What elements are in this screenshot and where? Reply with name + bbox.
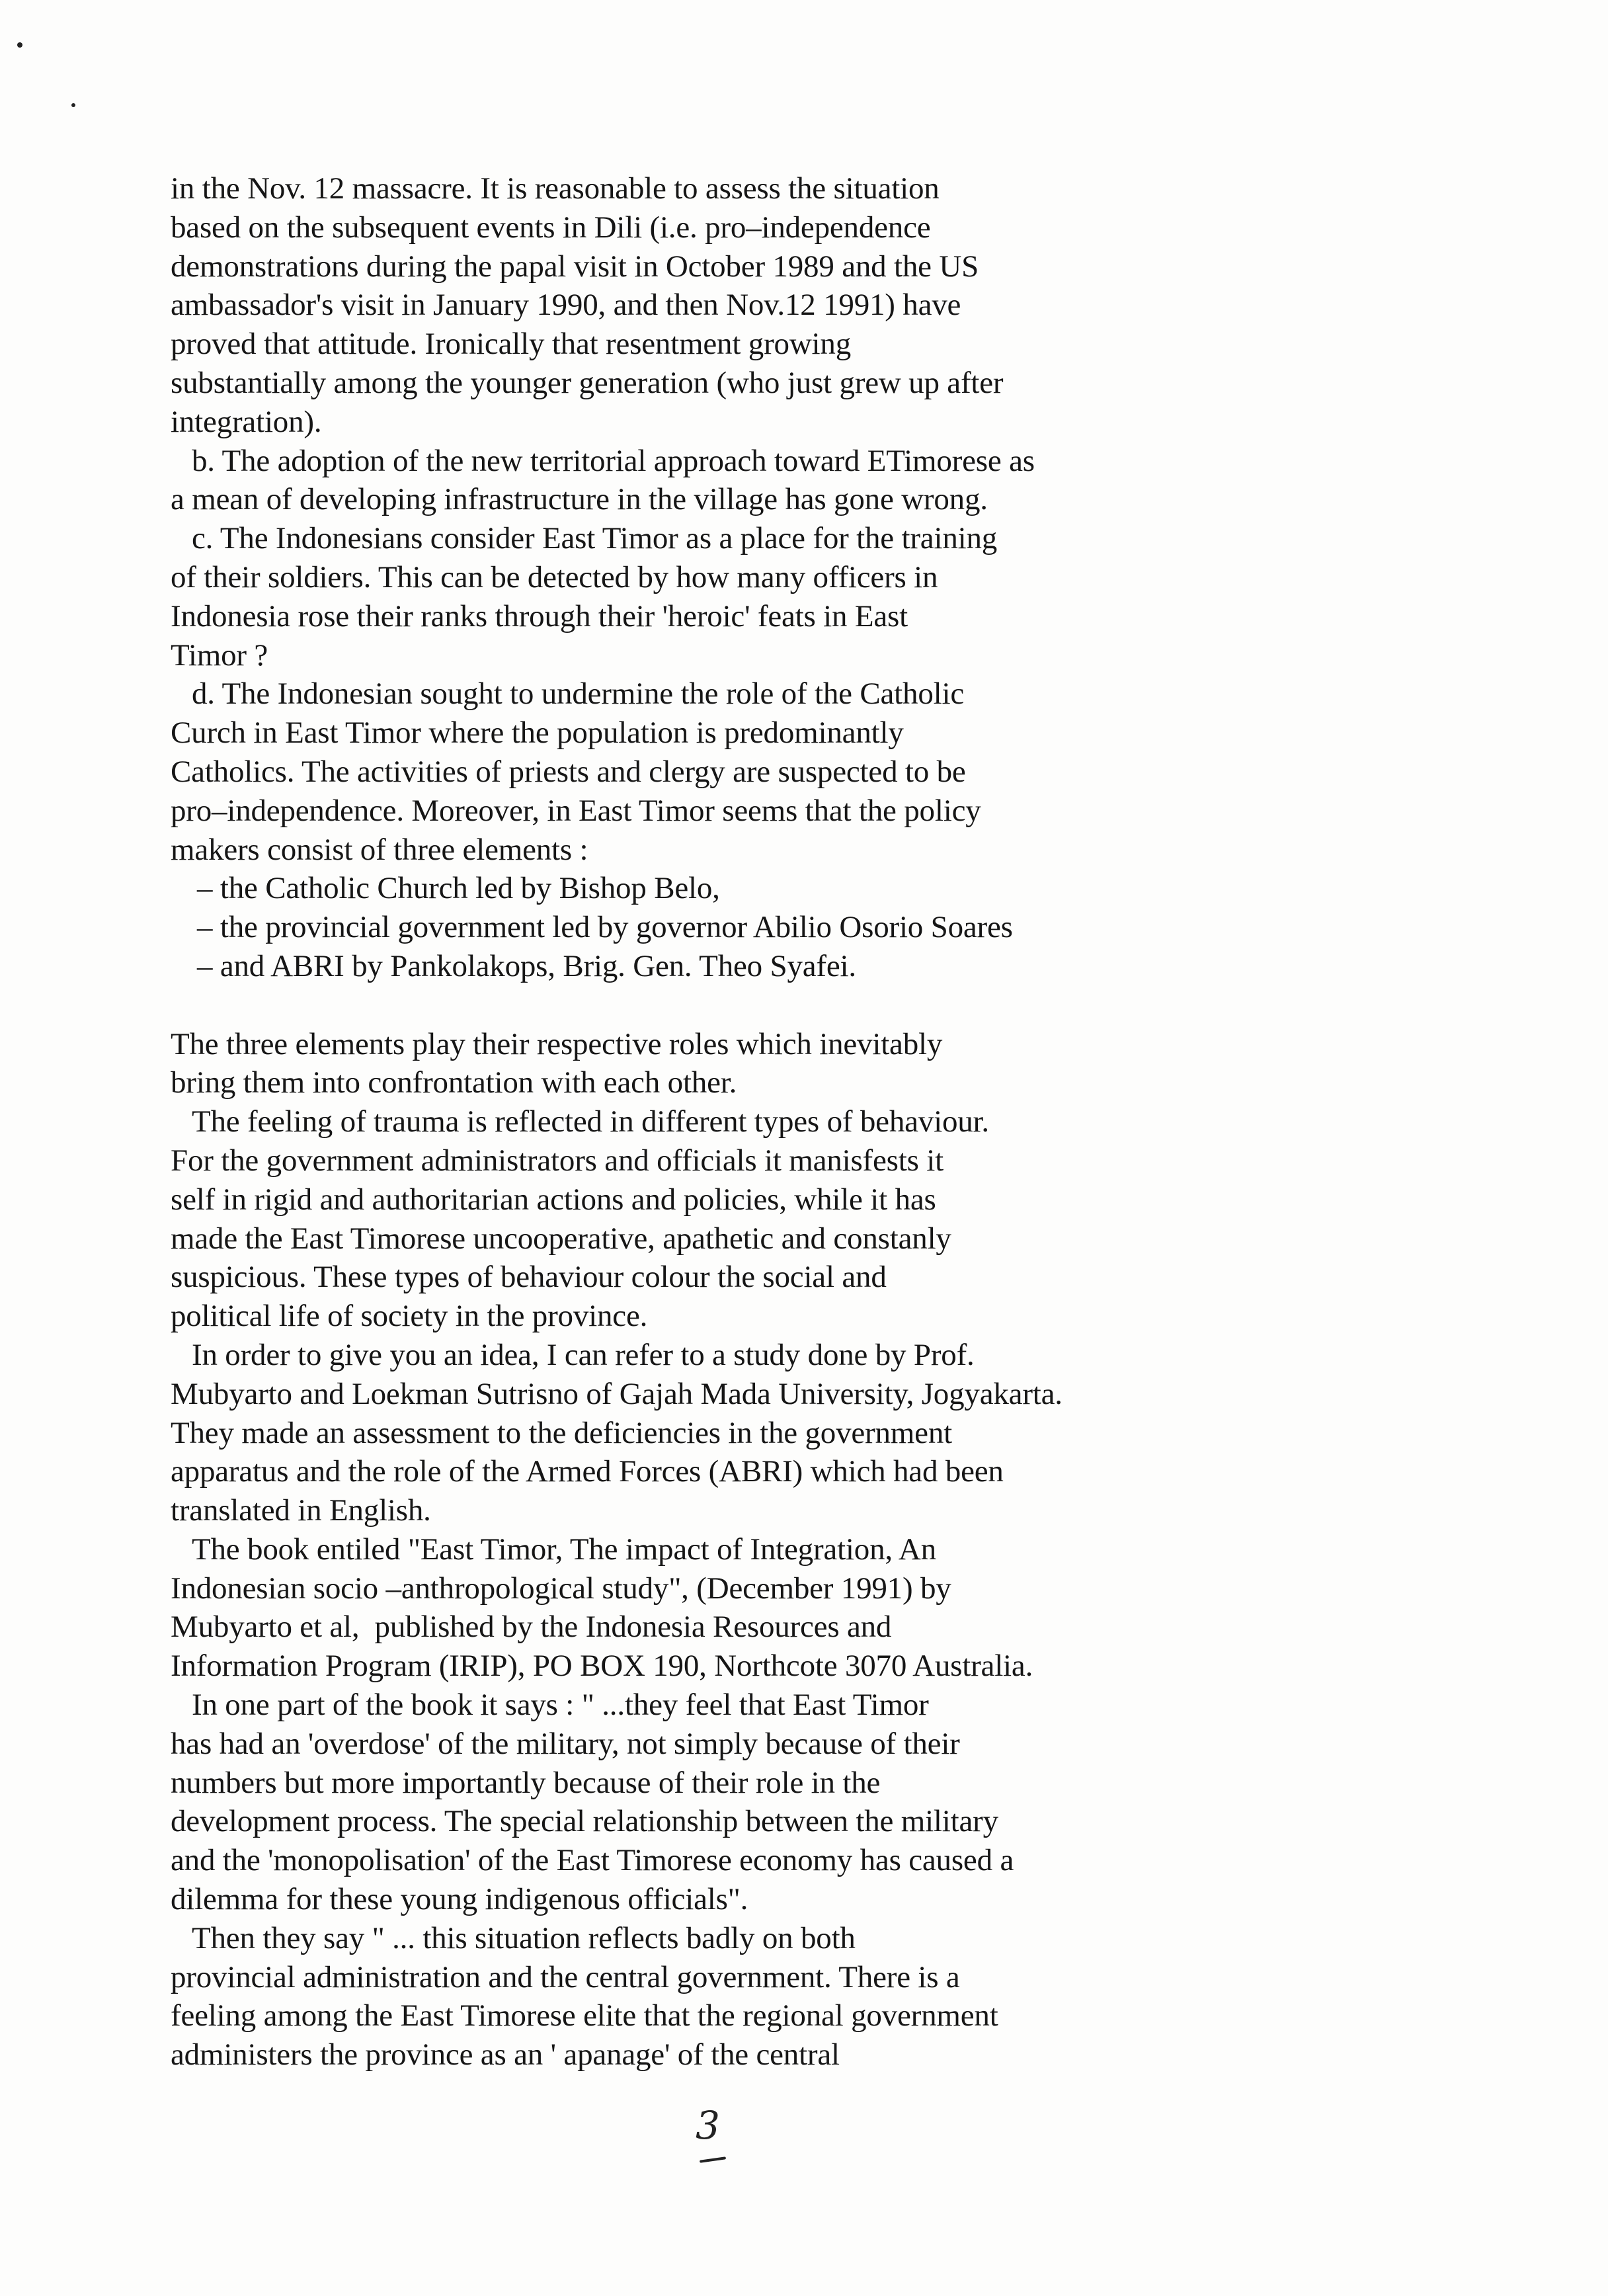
text-line: For the government administrators and officials it manisfests it — [171, 1143, 944, 1178]
scan-speck — [17, 42, 22, 48]
list-item: – the Catholic Church led by Bishop Belo, — [197, 871, 720, 906]
text-line: Indonesia rose their ranks through their 'heroic' feats in East — [171, 598, 908, 634]
text-line: suspicious. These types of behaviour colour the social and — [171, 1260, 887, 1295]
text-line: Mubyarto et al, published by the Indonesia Resources and — [171, 1610, 892, 1645]
text-line: Catholics. The activities of priests and clergy are suspected to be — [171, 754, 966, 789]
text-line: translated in English. — [171, 1493, 431, 1528]
scan-speck — [71, 103, 75, 107]
text-line: development process. The special relationship between the military — [171, 1804, 998, 1839]
text-line: The three elements play their respective roles which inevitably — [171, 1026, 943, 1061]
text-line: ambassador's visit in January 1990, and then Nov.12 1991) have — [171, 288, 961, 323]
text-line: They made an assessment to the deficiencies in the government — [171, 1415, 952, 1450]
text-line: The feeling of trauma is reflected in different types of behaviour. — [192, 1104, 989, 1139]
text-line: Timor ? — [171, 637, 268, 673]
page-number-underline — [700, 2156, 726, 2163]
text-line: numbers but more importantly because of their role in the — [171, 1765, 881, 1800]
text-line: demonstrations during the papal visit in October 1989 and the US — [171, 249, 979, 284]
text-line: and the 'monopolisation' of the East Timorese economy has caused a — [171, 1843, 1014, 1878]
text-line: proved that attitude. Ironically that resentment growing — [171, 327, 852, 362]
text-line: d. The Indonesian sought to undermine the role of the Catholic — [192, 676, 964, 712]
text-line: Curch in East Timor where the population is predominantly — [171, 716, 904, 751]
text-line: Then they say " ... this situation reflects badly on both — [192, 1920, 856, 1955]
text-line: administers the province as an ' apanage' of the central — [171, 2037, 840, 2072]
text-line: Indonesian socio –anthropological study", (December 1991) by — [171, 1571, 951, 1606]
text-line: of their soldiers. This can be detected by how many officers in — [171, 559, 938, 594]
text-line: feeling among the East Timorese elite that the regional government — [171, 1998, 998, 2033]
text-line: apparatus and the role of the Armed Forces (ABRI) which had been — [171, 1454, 1004, 1489]
text-line: pro–independence. Moreover, in East Timor seems that the policy — [171, 793, 981, 828]
text-line: The book entiled "East Timor, The impact of Integration, An — [192, 1532, 936, 1567]
text-line: in the Nov. 12 massacre. It is reasonable to assess the situation — [171, 171, 940, 206]
text-line: made the East Timorese uncooperative, apathetic and constanly — [171, 1221, 951, 1256]
list-item: – the provincial government led by governor Abilio Osorio Soares — [197, 910, 1013, 945]
text-line: b. The adoption of the new territorial approach toward ETimorese as — [192, 443, 1035, 478]
text-line: Information Program (IRIP), PO BOX 190, Northcote 3070 Australia. — [171, 1649, 1033, 1684]
text-line: bring them into confrontation with each other. — [171, 1065, 737, 1100]
list-item: – and ABRI by Pankolakops, Brig. Gen. Theo Syafei. — [197, 948, 856, 983]
text-line: Mubyarto and Loekman Sutrisno of Gajah Mada University, Jogyakarta. — [171, 1376, 1063, 1411]
text-line: provincial administration and the central government. There is a — [171, 1959, 960, 1994]
text-line: In one part of the book it says : " ...they feel that East Timor — [192, 1688, 929, 1723]
body-text — [171, 169, 1519, 2074]
page-number: 3 — [696, 2103, 720, 2148]
text-line: has had an 'overdose' of the military, not simply because of their — [171, 1726, 960, 1761]
text-line: integration). — [171, 404, 322, 439]
text-line: based on the subsequent events in Dili (i.e. pro–independence — [171, 210, 931, 245]
text-line: c. The Indonesians consider East Timor as a place for the training — [192, 521, 998, 556]
text-line: In order to give you an idea, I can refer to a study done by Prof. — [192, 1337, 975, 1372]
paragraph-gap — [171, 986, 1519, 1025]
text-line: substantially among the younger generation (who just grew up after — [171, 365, 1004, 400]
text-line: self in rigid and authoritarian actions and policies, while it has — [171, 1182, 936, 1217]
text-line: a mean of developing infrastructure in the village has gone wrong. — [171, 482, 988, 517]
text-line: makers consist of three elements : — [171, 832, 588, 867]
text-line: political life of society in the province. — [171, 1299, 648, 1334]
text-line: dilemma for these young indigenous officials". — [171, 1882, 748, 1917]
